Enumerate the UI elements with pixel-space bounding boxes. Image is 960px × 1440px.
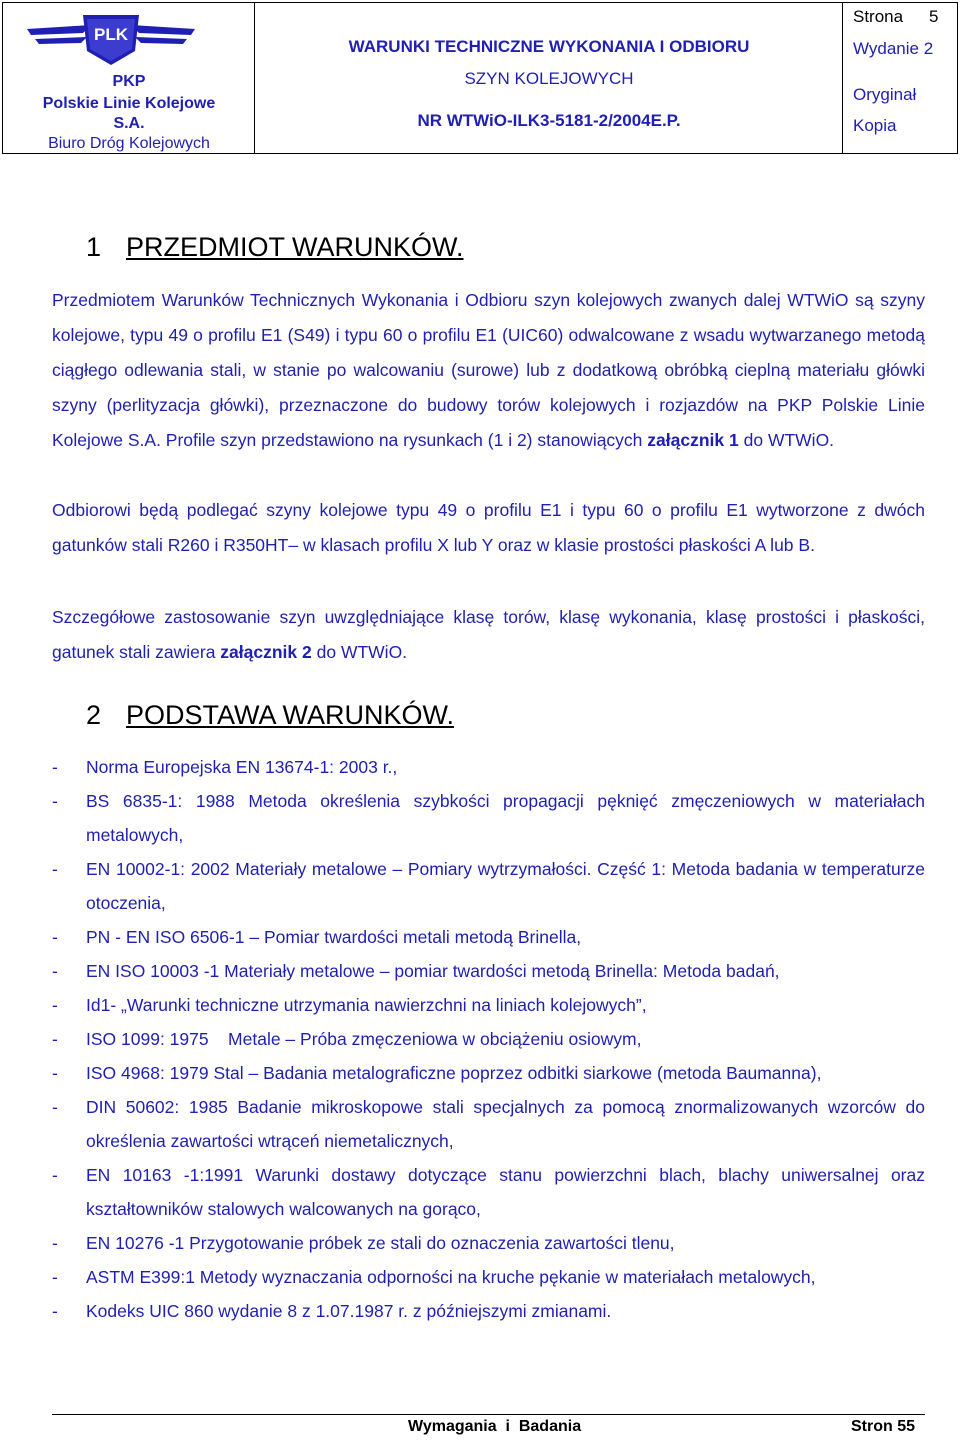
section-1-paragraph-3 — [52, 600, 925, 670]
original-label: Oryginał — [853, 85, 917, 104]
paragraph-1-text: Przedmiotem Warunków Technicznych Wykonania i Odbioru szyn kolejowych zwanych dalej WTWiO są szyny kolejowe, typu 49 o profilu E1 (S49) i typu 60 o profilu E1 (UIC60) odwalcowane z wsadu wytwarzanego metodą ciągłego odlewania stali, w stanie po walcowaniu (surowe) lub z dodatkową obróbką cieplną materiału główki szyny (perlityzacja główki), przeznaczone do budowy torów kolejowych i rozjazdów na PKP Polskie Linie Kolejowe S.A. Profile szyn przedstawiono na rysunkach (1 i 2) stanowiących — [52, 290, 925, 450]
list-item: - DIN 50602: 1985 Badanie mikroskopowe stali specjalnych za pomocą znormalizowanych wzorców do określenia zawartości wtrąceń niemetalicznych, — [52, 1097, 925, 1151]
org-name-line3: S.A. — [113, 115, 145, 132]
document-title: WARUNKI TECHNICZNE WYKONANIA I ODBIORU — [348, 37, 750, 56]
copy-label: Kopia — [853, 116, 897, 135]
list-item: - EN 10002-1: 2002 Materiały metalowe – Pomiary wytrzymałości. Część 1: Metoda badania w temperaturze otoczenia, — [52, 859, 925, 913]
section-1-number: 1 — [86, 232, 102, 262]
list-item: - EN ISO 10003 -1 Materiały metalowe – pomiar twardości metodą Brinella: Metoda badań, — [52, 961, 780, 981]
page-number: 5 — [929, 7, 939, 26]
list-item: - PN - EN ISO 6506-1 – Pomiar twardości metali metodą Brinella, — [52, 927, 582, 947]
section-2-heading — [86, 700, 454, 731]
section-1-title: PRZEDMIOT WARUNKÓW. — [126, 232, 464, 262]
footer-title: Wymagania i Badania — [408, 1418, 582, 1435]
org-department: Biuro Dróg Kolejowych — [48, 135, 210, 152]
attachment-1-ref: załącznik 1 — [647, 430, 739, 450]
document-number: NR WTWiO-ILK3-5181-2/2004E.P. — [417, 111, 681, 130]
page-label: Strona — [853, 7, 904, 26]
page-info-cell — [843, 3, 957, 153]
footer-divider — [52, 1414, 925, 1415]
list-item: - Kodeks UIC 860 wydanie 8 z 1.07.1987 r. z późniejszymi zmianami. — [52, 1301, 612, 1321]
list-item: - EN 10163 -1:1991 Warunki dostawy dotyczące stanu powierzchni blach, blachy uniwersalnej oraz kształtowników stalowych walcowanych na gorąco, — [52, 1165, 925, 1219]
list-item: - Norma Europejska EN 13674-1: 2003 r., — [52, 757, 398, 777]
paragraph-3-end: do WTWiO. — [316, 642, 408, 662]
org-name-line2: Polskie Linie Kolejowe — [42, 95, 216, 112]
list-item: - EN 10276 -1 Przygotowanie próbek ze stali do oznaczenia zawartości tlenu, — [52, 1233, 675, 1253]
footer-page-count: Stron 55 — [851, 1418, 916, 1435]
plk-logo-icon — [21, 7, 201, 69]
list-item: - BS 6835-1: 1988 Metoda określenia szybkości propagacji pęknięć zmęczeniowych w materiałach metalowych, — [52, 791, 925, 845]
document-header — [2, 2, 958, 154]
paragraph-1-end: do WTWiO. — [743, 430, 835, 450]
edition-label: Wydanie 2 — [853, 39, 934, 58]
paragraph-2-text: Odbiorowi będą podlegać szyny kolejowe typu 49 o profilu E1 i typu 60 o profilu E1 wytworzone z dwóch gatunków stali R260 i R350HT– w klasach profilu X lub Y oraz w klasie prostości płaskości A lub B. — [52, 500, 925, 555]
section-2-number: 2 — [86, 700, 102, 730]
logo-text: PLK — [94, 25, 128, 44]
paragraph-3-text: Szczegółowe zastosowanie szyn uwzględniające klasę torów, klasę wykonania, klasę prostości i płaskości, gatunek stali zawiera — [52, 607, 925, 662]
organization-cell — [3, 3, 255, 153]
attachment-2-ref: załącznik 2 — [220, 642, 312, 662]
list-item: - ASTM E399:1 Metody wyznaczania odporności na kruche pękanie w materiałach metalowych, — [52, 1267, 816, 1287]
list-item: - ISO 4968: 1979 Stal – Badania metalograficzne poprzez odbitki siarkowe (metoda Baumanna), — [52, 1063, 822, 1083]
document-subtitle: SZYN KOLEJOWYCH — [464, 69, 634, 88]
list-item: - ISO 1099: 1975 Metale – Próba zmęczeniowa w obciążeniu osiowym, — [52, 1029, 642, 1049]
page-indicator — [853, 7, 939, 27]
list-item: - Id1- „Warunki techniczne utrzymania nawierzchni na liniach kolejowych”, — [52, 995, 647, 1015]
section-1-heading — [86, 232, 464, 263]
section-2-title: PODSTAWA WARUNKÓW. — [126, 700, 455, 730]
references-list — [52, 750, 925, 1328]
section-1-paragraph-1 — [52, 283, 925, 458]
title-cell — [255, 3, 843, 153]
org-name-line1: PKP — [112, 73, 146, 90]
section-1-paragraph-2 — [52, 493, 925, 563]
